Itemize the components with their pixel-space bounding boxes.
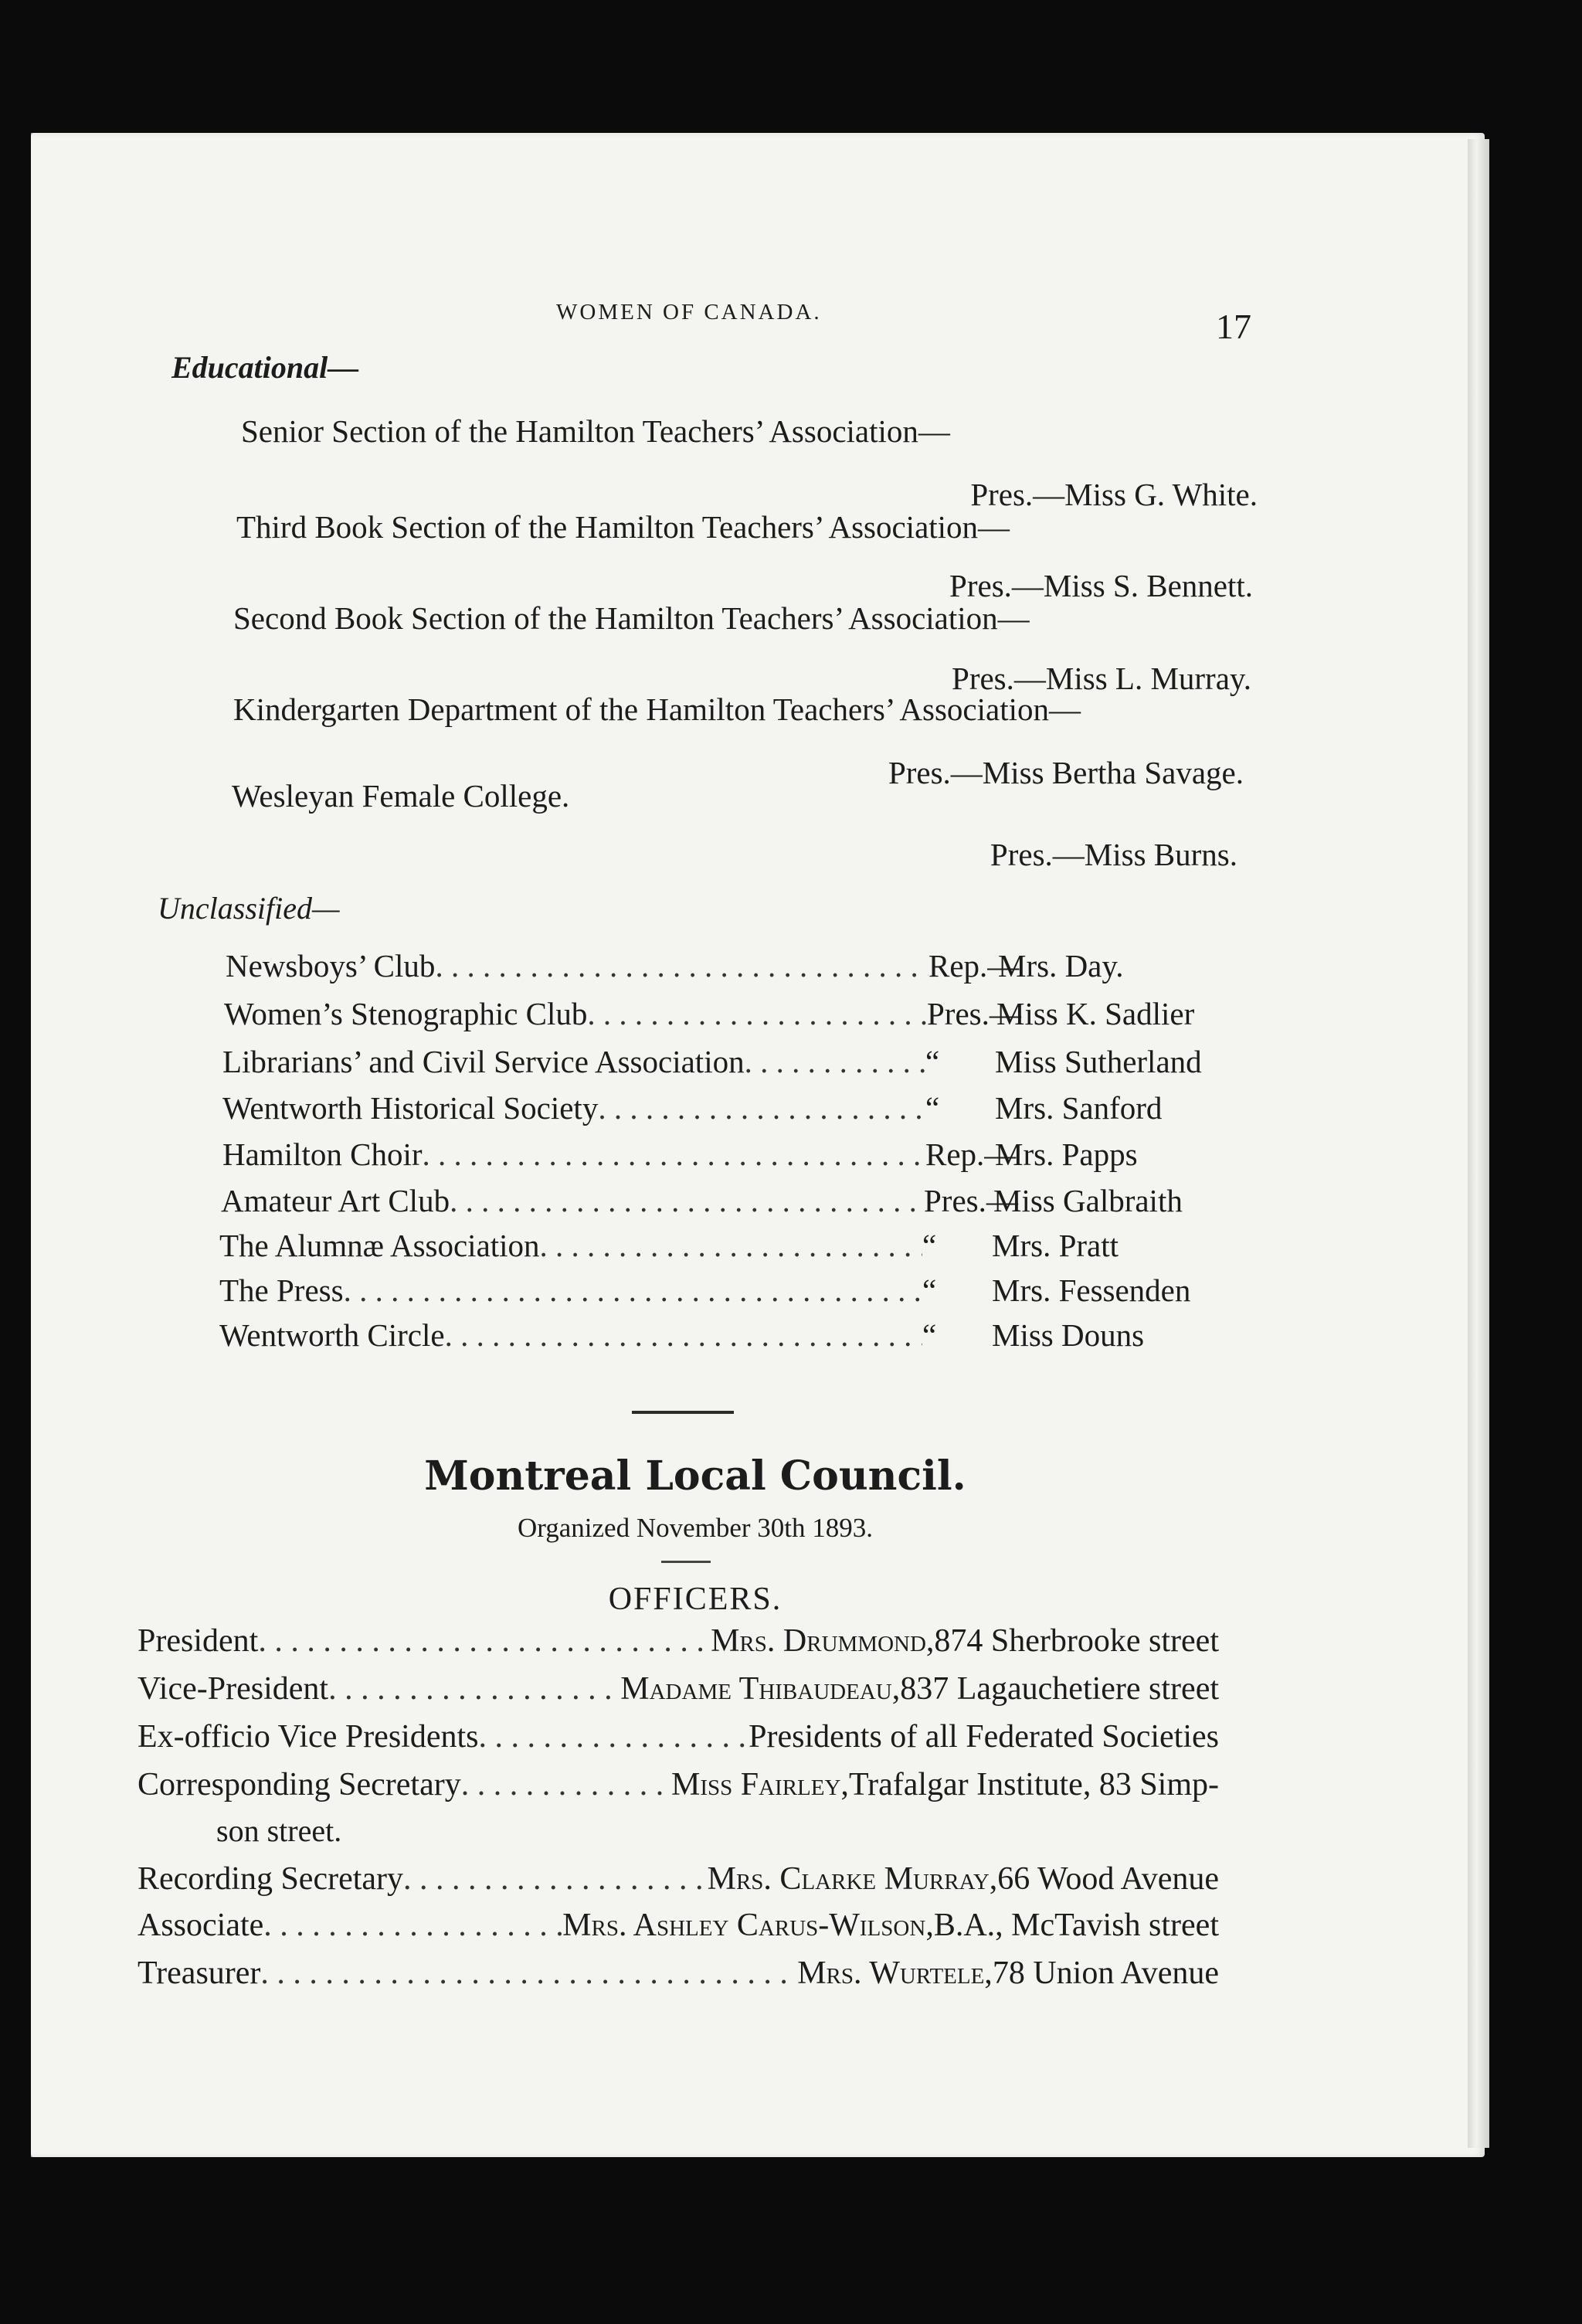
officer-address: 874 Sherbrooke street: [934, 1623, 1219, 1659]
edu-pres-3: Pres.—Miss L. Murray.: [952, 661, 1251, 696]
office-holder: Miss Sutherland: [995, 1044, 1202, 1079]
officer-address: 78 Union Avenue: [992, 1955, 1219, 1991]
edu-entry-3: Second Book Section of the Hamilton Teachers’ Association—: [233, 600, 1030, 636]
leader-dots: [423, 1136, 925, 1173]
edu-pres-1: Pres.—Miss G. White.: [970, 477, 1258, 512]
leader-dots: [435, 947, 928, 984]
office-holder: Mrs. Fessenden: [992, 1272, 1191, 1308]
leader-dots: [258, 1622, 711, 1660]
office-name: Recording Secretary: [137, 1861, 404, 1897]
leader-dots: [403, 1860, 708, 1898]
office-role: “: [922, 1272, 937, 1308]
leader-dots: [461, 1766, 671, 1803]
edu-pres-5: Pres.—Miss Burns.: [990, 837, 1237, 872]
office-name: Ex-officio Vice Presidents: [137, 1719, 479, 1755]
officer-row: [137, 1907, 1219, 1944]
office-role: Rep.—: [925, 1137, 1017, 1172]
educational-heading: Educational—: [171, 350, 359, 385]
leader-dots: [598, 1089, 925, 1126]
officer-address: 66 Wood Avenue: [997, 1861, 1219, 1897]
leader-dots: [479, 1718, 749, 1755]
address-continuation: son street.: [216, 1813, 342, 1848]
office-role: “: [922, 1317, 937, 1353]
office-holder: Miss Galbraith: [993, 1183, 1183, 1218]
edu-entry-4: Kindergarten Department of the Hamilton Teachers’ Association—: [233, 691, 1081, 727]
unclassified-heading: Unclassified—: [158, 891, 340, 926]
office-holder: Mrs. Day.: [998, 948, 1124, 984]
officer-name: Madame Thibaudeau,: [620, 1671, 901, 1707]
office-name: Vice-President: [137, 1671, 329, 1707]
unclassified-row: [219, 1227, 1239, 1264]
unclassified-row: [222, 1136, 1242, 1173]
edu-entry-2: Third Book Section of the Hamilton Teachers’ Association—: [236, 509, 1010, 545]
unclassified-row: [219, 1272, 1239, 1309]
office-role: Rep.—: [928, 948, 1020, 984]
page-edge: [1468, 139, 1489, 2148]
edu-pres-4: Pres.—Miss Bertha Savage.: [888, 755, 1244, 790]
unclassified-row: [222, 1043, 1242, 1080]
page-number: 17: [1216, 307, 1251, 346]
officer-row: [137, 1718, 1219, 1755]
leader-dots: [328, 1670, 620, 1707]
leader-dots: [445, 1317, 922, 1354]
small-divider: [661, 1561, 711, 1563]
society-name: Librarians’ and Civil Service Association: [222, 1044, 745, 1079]
officer-row: [137, 1622, 1219, 1660]
leader-dots: [587, 995, 927, 1032]
office-holder: Mrs. Sanford: [995, 1090, 1163, 1126]
office-name: President: [137, 1623, 259, 1659]
officer-address: Trafalgar Institute, 83 Simp-: [848, 1767, 1219, 1802]
officer-name: Mrs. Clarke Murray,: [707, 1861, 998, 1897]
unclassified-row: [219, 1317, 1239, 1354]
officer-name: Mrs. Ashley Carus-Wilson,: [562, 1908, 934, 1943]
office-holder: Mrs. Papps: [995, 1137, 1138, 1172]
unclassified-row: [221, 1182, 1241, 1219]
officer-name: Miss Fairley,: [671, 1767, 849, 1802]
organized-date: Organized November 30th 1893.: [517, 1513, 874, 1543]
officer-row: [137, 1670, 1219, 1707]
office-holder: Miss K. Sadlier: [996, 996, 1195, 1031]
leader-dots: [450, 1182, 924, 1219]
officer-row: [137, 1955, 1219, 1992]
office-role: Pres.—: [924, 1183, 1018, 1218]
office-role: “: [922, 1228, 937, 1263]
unclassified-row: [226, 947, 1245, 984]
section-divider: [632, 1411, 734, 1414]
edu-pres-2: Pres.—Miss S. Bennett.: [949, 568, 1253, 603]
society-name: Newsboys’ Club: [226, 948, 436, 984]
officer-address: 837 Lagauchetiere street: [900, 1671, 1219, 1707]
leader-dots: [540, 1227, 922, 1264]
officer-name: Mrs. Drummond,: [711, 1623, 935, 1659]
edu-entry-1: Senior Section of the Hamilton Teachers’ Association—: [241, 413, 950, 449]
office-role: “: [925, 1044, 940, 1079]
running-title: WOMEN OF CANADA.: [556, 300, 822, 324]
office-holder: Mrs. Pratt: [992, 1228, 1119, 1263]
edu-entry-5: Wesleyan Female College.: [232, 778, 570, 814]
society-name: Wentworth Historical Society: [222, 1090, 599, 1126]
officer-address: B.A., McTavish street: [933, 1908, 1219, 1943]
society-name: The Alumnæ Association: [219, 1228, 540, 1263]
unclassified-row: [224, 995, 1244, 1032]
leader-dots: [260, 1955, 797, 1992]
office-name: Associate: [137, 1908, 264, 1943]
officer-address: Presidents of all Federated Societies: [749, 1719, 1219, 1755]
society-name: Women’s Stenographic Club: [224, 996, 588, 1031]
society-name: Amateur Art Club: [221, 1183, 450, 1218]
society-name: The Press: [219, 1272, 344, 1308]
officer-row: [137, 1860, 1219, 1898]
officers-heading: OFFICERS.: [608, 1582, 783, 1617]
office-name: Treasurer: [137, 1955, 261, 1991]
officer-row: [137, 1766, 1219, 1803]
council-title: Montreal Local Council.: [424, 1452, 966, 1500]
officer-name: Mrs. Wurtele,: [797, 1955, 993, 1991]
society-name: Hamilton Choir: [222, 1137, 423, 1172]
unclassified-row: [222, 1089, 1242, 1126]
leader-dots: [745, 1043, 925, 1080]
office-role: “: [925, 1090, 940, 1126]
office-name: Corresponding Secretary: [137, 1767, 461, 1802]
office-role: Pres.—: [927, 996, 1021, 1031]
leader-dots: [344, 1272, 922, 1309]
office-holder: Miss Douns: [992, 1317, 1145, 1353]
society-name: Wentworth Circle: [219, 1317, 445, 1353]
leader-dots: [263, 1907, 562, 1944]
